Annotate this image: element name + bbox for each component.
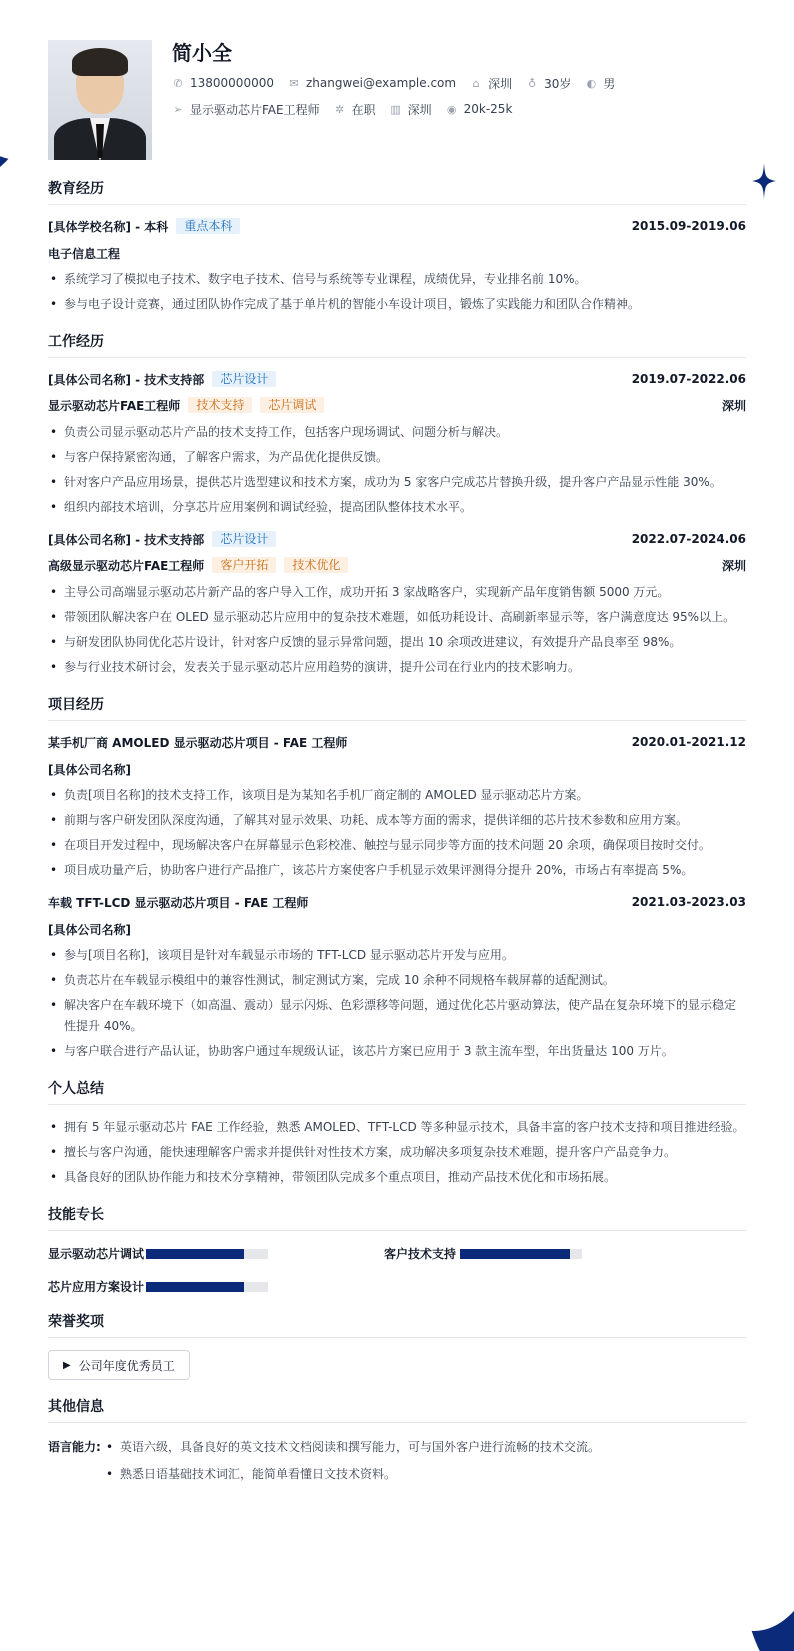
section-title: 技能专长	[48, 1204, 746, 1231]
role-tag: 芯片调试	[260, 397, 324, 413]
gender-text: 男	[603, 76, 616, 91]
gender-icon: ◐	[586, 76, 597, 90]
phone-icon: ✆	[173, 76, 183, 90]
award-item	[48, 1350, 190, 1380]
skill-bar	[460, 1249, 582, 1259]
list-item: • 与研发团队协同优化芯片设计，针对客户反馈的显示异常问题，提出 10 余项改进建议，有效提升产品良率至 98%。	[48, 632, 746, 653]
language-bullets	[104, 1437, 600, 1491]
list-item: • 参与电子设计竞赛，通过团队协作完成了基于单片机的智能小车设计项目，锻炼了实践能力和团队合作精神。	[48, 294, 746, 315]
skill-bar-fill	[460, 1249, 570, 1259]
language-block	[48, 1437, 746, 1491]
project-period: 2020.01-2021.12	[631, 735, 746, 749]
role-tag: 客户开拓	[212, 557, 276, 573]
work-section	[48, 331, 746, 678]
skill-name: 芯片应用方案设计	[48, 1280, 145, 1294]
list-item: • 解决客户在车载环境下（如高温、震动）显示闪烁、色彩漂移等问题，通过优化芯片驱动算法，使产品在复杂环境下的显示稳定性提升 40%。	[48, 995, 746, 1037]
company-tag: 芯片设计	[212, 531, 276, 547]
list-item: • 擅长与客户沟通，能快速理解客户需求并提供针对性技术方案，成功解决多项复杂技术难题，提升客户产品竞争力。	[48, 1142, 746, 1163]
education-period: 2015.09-2019.06	[631, 219, 746, 233]
school-tag: 重点本科	[176, 218, 240, 234]
skill-item	[384, 1245, 720, 1262]
school-name: [具体学校名称] - 本科	[48, 219, 169, 234]
company-name: [具体公司名称] - 技术支持部	[48, 372, 205, 387]
project-company: [具体公司名称]	[48, 763, 131, 777]
intent-row	[172, 100, 629, 118]
awards-section	[48, 1311, 746, 1380]
work-period: 2022.07-2024.06	[631, 532, 746, 546]
skill-item	[48, 1278, 384, 1295]
skill-name: 客户技术支持	[384, 1247, 457, 1261]
skill-bar	[146, 1249, 268, 1259]
work-row	[48, 530, 746, 548]
section-title: 项目经历	[48, 694, 746, 721]
company-name: [具体公司名称] - 技术支持部	[48, 532, 205, 547]
resume-header	[48, 40, 746, 162]
list-item: • 负责[项目名称]的技术支持工作，该项目是为某知名手机厂商定制的 AMOLED 显示驱动芯片方案。	[48, 785, 746, 806]
list-item: • 带领团队解决客户在 OLED 显示驱动芯片应用中的复杂技术难题，如低功耗设计、高刷新率显示等，客户满意度达 95%以上。	[48, 607, 746, 628]
candidate-name: 简小全	[172, 41, 232, 65]
list-item: • 与客户联合进行产品认证，协助客户通过车规级认证，该芯片方案已应用于 3 款主流车型，年出货量达 100 万片。	[48, 1041, 746, 1062]
avatar	[48, 40, 152, 160]
list-item: • 主导公司高端显示驱动芯片新产品的客户导入工作，成功开拓 3 家战略客户，实现新产品年度销售额 5000 万元。	[48, 582, 746, 603]
work-bullets	[48, 422, 746, 518]
summary-section	[48, 1078, 746, 1188]
skill-bar	[146, 1282, 268, 1292]
other-section	[48, 1396, 746, 1491]
triangle-right-icon: ▶	[63, 1359, 71, 1371]
project-title: 车载 TFT-LCD 显示驱动芯片项目 - FAE 工程师	[48, 895, 309, 910]
section-title: 个人总结	[48, 1078, 746, 1105]
status-icon: ✲	[334, 102, 345, 116]
education-bullets	[48, 269, 746, 315]
role-row	[48, 556, 746, 574]
target-city-text: 深圳	[407, 102, 432, 117]
role-tag: 技术支持	[188, 397, 252, 413]
project-title: 某手机厂商 AMOLED 显示驱动芯片项目 - FAE 工程师	[48, 735, 348, 750]
list-item: • 拥有 5 年显示驱动芯片 FAE 工作经验，熟悉 AMOLED、TFT-LCD 等多种显示技术，具备丰富的客户技术支持和项目推进经验。	[48, 1117, 746, 1138]
home-icon: ⌂	[472, 76, 480, 90]
cake-icon: ♁	[528, 76, 537, 90]
skill-bar-fill	[146, 1249, 244, 1259]
project-company: [具体公司名称]	[48, 923, 131, 937]
section-title: 工作经历	[48, 331, 746, 358]
status-text: 在职	[351, 102, 376, 117]
education-section	[48, 178, 746, 315]
section-title: 其他信息	[48, 1396, 746, 1423]
list-item: • 具备良好的团队协作能力和技术分享精神，带领团队完成多个重点项目，推动产品技术优化和市场拓展。	[48, 1167, 746, 1188]
work-location: 深圳	[721, 558, 746, 573]
list-item: • 参与行业技术研讨会，发表关于显示驱动芯片应用趋势的演讲，提升公司在行业内的技术影响力。	[48, 657, 746, 678]
work-row	[48, 370, 746, 388]
work-period: 2019.07-2022.06	[631, 372, 746, 386]
project-bullets	[48, 945, 746, 1062]
skills-section	[48, 1204, 746, 1295]
list-item: • 熟悉日语基础技术词汇，能简单看懂日文技术资料。	[104, 1464, 600, 1485]
language-label: 语言能力:	[48, 1440, 101, 1454]
project-period: 2021.03-2023.03	[631, 895, 746, 909]
list-item: • 负责公司显示驱动芯片产品的技术支持工作，包括客户现场调试、问题分析与解决。	[48, 422, 746, 443]
contact-row	[172, 74, 629, 92]
age-text: 30岁	[544, 76, 572, 91]
list-item: • 项目成功量产后，协助客户进行产品推广，该芯片方案使客户手机显示效果评测得分提升 20%，市场占有率提高 5%。	[48, 860, 746, 881]
send-icon: ➢	[173, 102, 183, 116]
role-tag: 技术优化	[284, 557, 348, 573]
work-bullets	[48, 582, 746, 678]
major-name: 电子信息工程	[48, 247, 121, 261]
role-name: 高级显示驱动芯片FAE工程师	[48, 558, 205, 573]
list-item: • 英语六级，具备良好的英文技术文档阅读和撰写能力，可与国外客户进行流畅的技术交流。	[104, 1437, 600, 1458]
project-bullets	[48, 785, 746, 881]
list-item: • 系统学习了模拟电子技术、数字电子技术、信号与系统等专业课程，成绩优异，专业排名前 10%。	[48, 269, 746, 290]
phone-text: 13800000000	[190, 76, 274, 90]
list-item: • 在项目开发过程中，现场解决客户在屏幕显示色彩校准、触控与显示同步等方面的技术问题 20 余项，确保项目按时交付。	[48, 835, 746, 856]
list-item: • 与客户保持紧密沟通，了解客户需求，为产品优化提供反馈。	[48, 447, 746, 468]
salary-icon: ◉	[446, 102, 457, 116]
skill-bar-fill	[146, 1282, 244, 1292]
city-text: 深圳	[488, 76, 513, 91]
skill-name: 显示驱动芯片调试	[48, 1247, 145, 1261]
building-icon: ▥	[390, 102, 401, 116]
header-info	[172, 40, 629, 162]
salary-text: 20k-25k	[463, 102, 513, 116]
role-row	[48, 396, 746, 414]
target-job-text: 显示驱动芯片FAE工程师	[190, 102, 320, 117]
email-text: zhangwei@example.com	[305, 76, 457, 90]
section-title: 荣誉奖项	[48, 1311, 746, 1338]
project-row	[48, 733, 746, 751]
email-icon: ✉	[289, 76, 299, 90]
project-section	[48, 694, 746, 1062]
work-location: 深圳	[721, 398, 746, 413]
list-item: • 负责芯片在车载显示模组中的兼容性测试，制定测试方案，完成 10 余种不同规格车载屏幕的适配测试。	[48, 970, 746, 991]
skill-item	[48, 1245, 384, 1262]
list-item: • 组织内部技术培训，分享芯片应用案例和调试经验，提高团队整体技术水平。	[48, 497, 746, 518]
education-row	[48, 217, 746, 235]
list-item: • 前期与客户研发团队深度沟通，了解其对显示效果、功耗、成本等方面的需求，提供详细的芯片技术参数和应用方案。	[48, 810, 746, 831]
list-item: • 针对客户产品应用场景，提供芯片选型建议和技术方案，成功为 5 家客户完成芯片替换升级，提升客户产品显示性能 30%。	[48, 472, 746, 493]
award-text: 公司年度优秀员工	[78, 1358, 175, 1373]
skills-grid	[48, 1245, 746, 1295]
project-row	[48, 893, 746, 911]
summary-bullets	[48, 1117, 746, 1188]
section-title: 教育经历	[48, 178, 746, 205]
company-tag: 芯片设计	[212, 371, 276, 387]
role-name: 显示驱动芯片FAE工程师	[48, 398, 181, 413]
list-item: • 参与[项目名称]，该项目是针对车载显示市场的 TFT-LCD 显示驱动芯片开发与应用。	[48, 945, 746, 966]
